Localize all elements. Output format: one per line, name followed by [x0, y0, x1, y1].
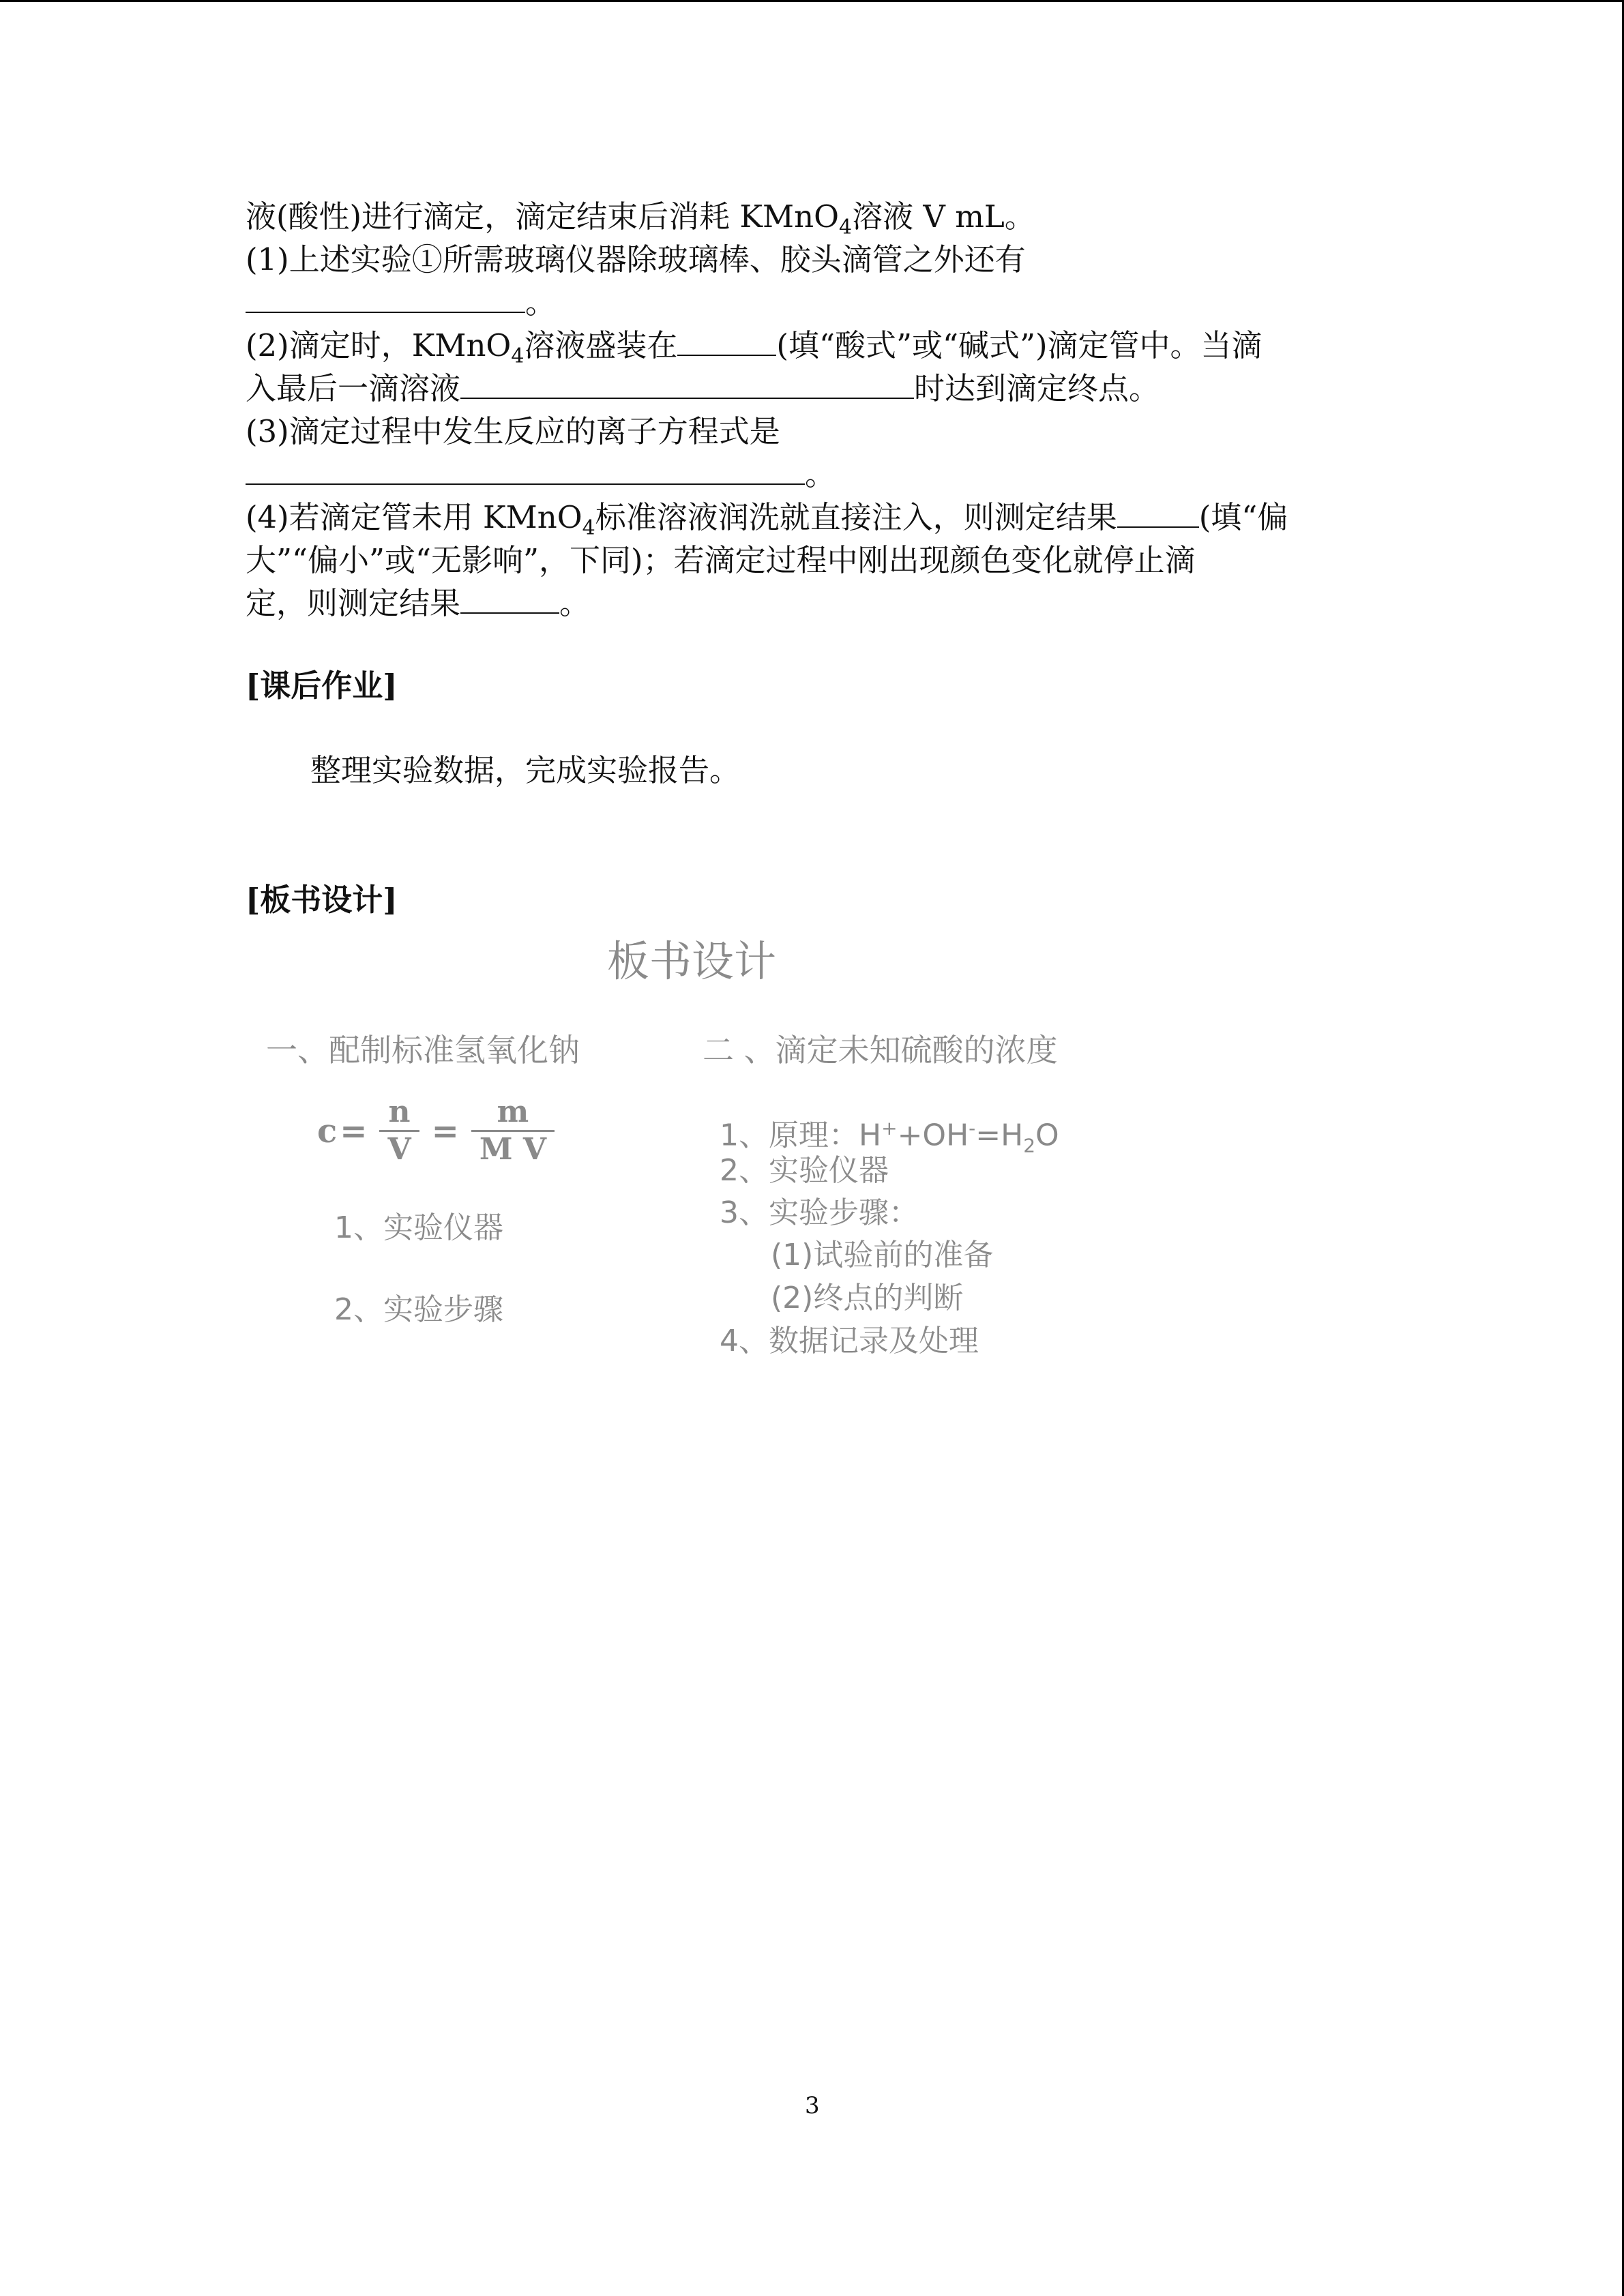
- homework-text: 整理实验数据，完成实验报告。: [310, 752, 741, 788]
- question-4-continued: 大”“偏小”或“无影响”，下同)；若滴定过程中刚出现颜色变化就停止滴: [246, 542, 1196, 578]
- fraction-2-numerator: m: [497, 1094, 529, 1129]
- formula-equals-1: =: [340, 1112, 368, 1150]
- formula-fraction-2: [471, 1094, 555, 1167]
- board-right-item-4: 4、数据记录及处理: [720, 1324, 979, 1358]
- board-right-sub-1: (1)试验前的准备: [771, 1238, 994, 1272]
- homework-heading: [课后作业]: [246, 668, 398, 704]
- question-1: (1)上述实验①所需玻璃仪器除玻璃棒、胶头滴管之外还有: [246, 241, 1026, 278]
- concentration-formula: [317, 1094, 564, 1167]
- page-number: 3: [805, 2092, 820, 2119]
- board-design-image: [266, 934, 1221, 1384]
- board-principle: 1、原理：$H^++OH^-=H_2O$: [720, 1117, 1059, 1157]
- page-border-top: [0, 0, 1624, 2]
- formula-lhs: c: [317, 1112, 338, 1150]
- question-3-answer-line: 。: [246, 453, 1378, 496]
- formula-equals-2: =: [431, 1112, 459, 1150]
- question-block: [246, 195, 1378, 625]
- question-2-continued: 入最后一滴溶液 时达到滴定终点。: [246, 367, 1378, 410]
- fraction-2-denominator: M V: [479, 1132, 546, 1167]
- board-title: 板书设计: [607, 936, 777, 986]
- question-4: (4)若滴定管未用 KMnO$_4$标准溶液润洗就直接注入，则测定结果 (填“偏: [246, 496, 1378, 539]
- fraction-1-numerator: n: [388, 1094, 411, 1129]
- board-design-heading: [板书设计]: [246, 882, 398, 918]
- board-left-item-2: 2、实验步骤: [334, 1292, 503, 1327]
- answer-blank-3[interactable]: [460, 368, 914, 399]
- fraction-1-denominator: V: [387, 1132, 411, 1167]
- answer-blank-1[interactable]: [246, 282, 525, 313]
- board-right-item-2: 2、实验仪器: [720, 1153, 889, 1188]
- board-left-heading: 一、配制标准氢氧化钠: [266, 1032, 580, 1069]
- board-right-item-3: 3、实验步骤：: [720, 1195, 919, 1230]
- board-left-item-1: 1、实验仪器: [334, 1210, 503, 1245]
- question-4-end: 定，则测定结果 。: [246, 582, 1378, 625]
- question-2: (2)滴定时，KMnO$_4$溶液盛装在 (填“酸式”或“碱式”)滴定管中。当滴: [246, 324, 1378, 367]
- board-right-sub-2: (2)终点的判断: [771, 1281, 964, 1315]
- question-1-answer-line: 。: [246, 281, 1378, 324]
- question-line-1: 液(酸性)进行滴定，滴定结束后消耗 KMnO$_4$溶液 V mL。: [246, 198, 1035, 239]
- question-3: (3)滴定过程中发生反应的离子方程式是: [246, 413, 780, 449]
- answer-blank-2[interactable]: [677, 325, 776, 356]
- answer-blank-6[interactable]: [460, 582, 559, 614]
- answer-blank-4[interactable]: [246, 453, 805, 485]
- formula-fraction-1: [379, 1094, 419, 1167]
- answer-blank-5[interactable]: [1117, 496, 1199, 528]
- board-right-heading: 二 、滴定未知硫酸的浓度: [703, 1032, 1058, 1069]
